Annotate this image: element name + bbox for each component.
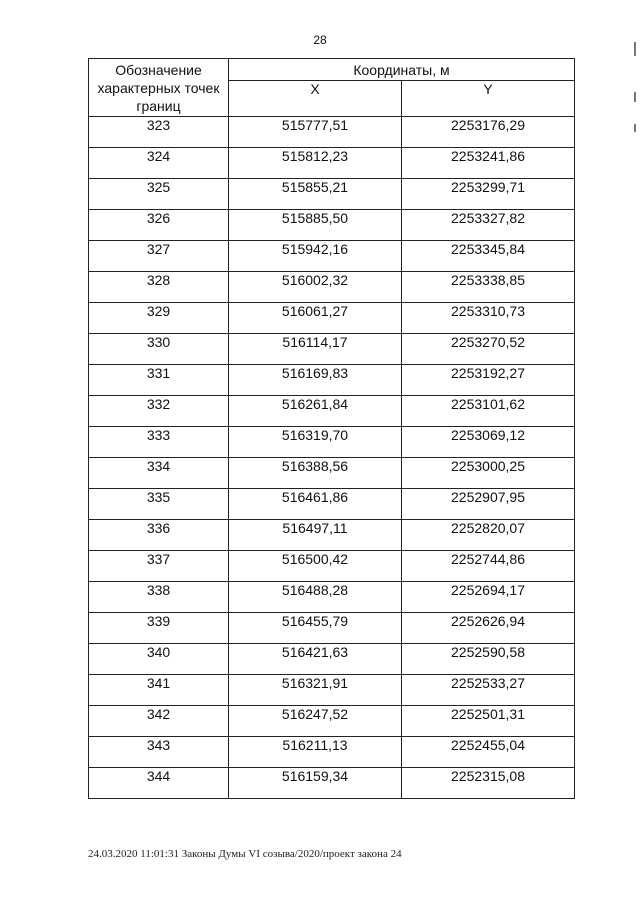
table-body	[89, 117, 575, 799]
table-row	[89, 737, 575, 768]
table-row	[89, 551, 575, 582]
cell-y: 2252315,08	[402, 768, 575, 799]
table-row	[89, 644, 575, 675]
cell-x: 516261,84	[229, 396, 402, 427]
cell-point: 344	[89, 768, 229, 799]
cell-point: 343	[89, 737, 229, 768]
cell-x: 516461,86	[229, 489, 402, 520]
cell-x: 516002,32	[229, 272, 402, 303]
page-number: 28	[313, 33, 327, 47]
cell-x: 515942,16	[229, 241, 402, 272]
cell-point: 329	[89, 303, 229, 334]
cell-y: 2252694,17	[402, 582, 575, 613]
table-row	[89, 613, 575, 644]
cell-y: 2253345,84	[402, 241, 575, 272]
table-row	[89, 272, 575, 303]
cell-x: 516497,11	[229, 520, 402, 551]
table-row	[89, 520, 575, 551]
cell-y: 2252590,58	[402, 644, 575, 675]
cell-point: 335	[89, 489, 229, 520]
table-row	[89, 117, 575, 148]
cell-x: 516488,28	[229, 582, 402, 613]
scan-edge-mark	[634, 42, 636, 56]
table-row	[89, 210, 575, 241]
cell-point: 325	[89, 179, 229, 210]
cell-point: 332	[89, 396, 229, 427]
cell-point: 337	[89, 551, 229, 582]
cell-y: 2252820,07	[402, 520, 575, 551]
cell-point: 334	[89, 458, 229, 489]
cell-y: 2253241,86	[402, 148, 575, 179]
cell-x: 516388,56	[229, 458, 402, 489]
cell-y: 2253069,12	[402, 427, 575, 458]
cell-point: 323	[89, 117, 229, 148]
cell-y: 2252455,04	[402, 737, 575, 768]
table-row	[89, 768, 575, 799]
cell-point: 331	[89, 365, 229, 396]
footer-stamp: 24.03.2020 11:01:31 Законы Думы VI созыва/2020/проект закона 24	[88, 848, 402, 860]
table-row	[89, 334, 575, 365]
cell-point: 324	[89, 148, 229, 179]
cell-x: 515855,21	[229, 179, 402, 210]
cell-y: 2253192,27	[402, 365, 575, 396]
table-row	[89, 427, 575, 458]
cell-x: 515777,51	[229, 117, 402, 148]
table-row	[89, 241, 575, 272]
cell-y: 2253327,82	[402, 210, 575, 241]
table-row	[89, 706, 575, 737]
table-row	[89, 458, 575, 489]
table-row	[89, 365, 575, 396]
cell-point: 326	[89, 210, 229, 241]
cell-point: 328	[89, 272, 229, 303]
cell-x: 515885,50	[229, 210, 402, 241]
table-row	[89, 396, 575, 427]
cell-x: 516114,17	[229, 334, 402, 365]
cell-x: 516061,27	[229, 303, 402, 334]
table-row	[89, 148, 575, 179]
header-y: Y	[402, 81, 575, 117]
header-x: X	[229, 81, 402, 117]
cell-point: 339	[89, 613, 229, 644]
table-row	[89, 179, 575, 210]
scan-edge-mark	[634, 124, 636, 132]
cell-x: 516455,79	[229, 613, 402, 644]
cell-y: 2253000,25	[402, 458, 575, 489]
cell-x: 516211,13	[229, 737, 402, 768]
cell-y: 2252501,31	[402, 706, 575, 737]
cell-point: 333	[89, 427, 229, 458]
header-coordinates: Координаты, м	[229, 59, 575, 81]
table-row	[89, 582, 575, 613]
cell-x: 516421,63	[229, 644, 402, 675]
cell-x: 515812,23	[229, 148, 402, 179]
cell-point: 327	[89, 241, 229, 272]
cell-point: 342	[89, 706, 229, 737]
cell-y: 2253310,73	[402, 303, 575, 334]
cell-x: 516169,83	[229, 365, 402, 396]
cell-x: 516247,52	[229, 706, 402, 737]
cell-x: 516159,34	[229, 768, 402, 799]
cell-point: 338	[89, 582, 229, 613]
cell-point: 340	[89, 644, 229, 675]
cell-y: 2253101,62	[402, 396, 575, 427]
cell-y: 2253176,29	[402, 117, 575, 148]
cell-point: 330	[89, 334, 229, 365]
cell-y: 2253299,71	[402, 179, 575, 210]
cell-y: 2252626,94	[402, 613, 575, 644]
cell-x: 516319,70	[229, 427, 402, 458]
cell-x: 516321,91	[229, 675, 402, 706]
table-row	[89, 489, 575, 520]
table-row	[89, 675, 575, 706]
scan-edge-mark	[634, 92, 636, 102]
cell-point: 341	[89, 675, 229, 706]
coordinates-table	[88, 58, 575, 799]
cell-y: 2253338,85	[402, 272, 575, 303]
cell-x: 516500,42	[229, 551, 402, 582]
cell-y: 2252744,86	[402, 551, 575, 582]
header-point-designation: Обозначение характерных точек границ	[89, 59, 229, 117]
cell-y: 2252533,27	[402, 675, 575, 706]
cell-y: 2253270,52	[402, 334, 575, 365]
table-header-row	[89, 59, 575, 81]
table-row	[89, 303, 575, 334]
cell-point: 336	[89, 520, 229, 551]
cell-y: 2252907,95	[402, 489, 575, 520]
